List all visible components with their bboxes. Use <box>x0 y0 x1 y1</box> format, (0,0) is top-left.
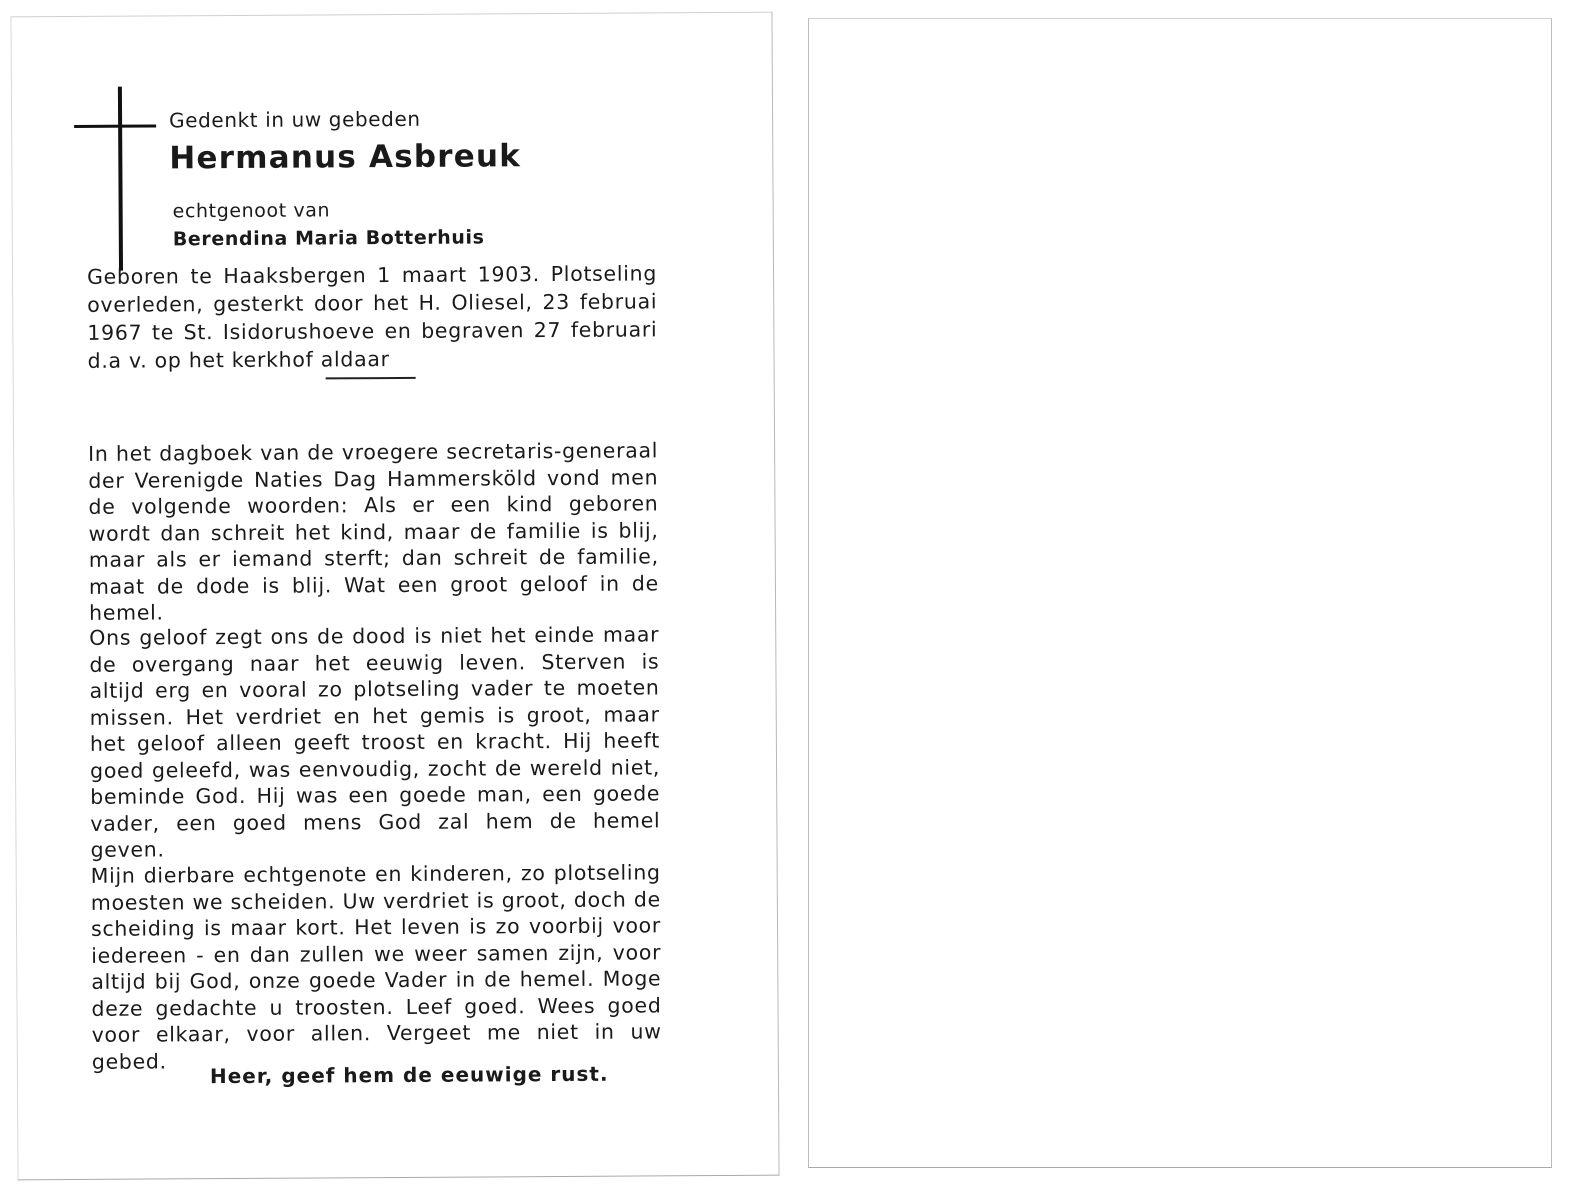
birth-death-text: Geboren te Haaksbergen 1 maart 1903. Plotseling overleden, gesterkt door het H. Oliesel, 23 februai 1967 te St. Isidorushoeve en begraven 27 februari d.a v. op het kerkhof aldaar <box>86 261 658 373</box>
intro-text: Gedenkt in uw gebeden <box>169 106 421 133</box>
cross-icon-bar <box>74 124 156 128</box>
deceased-name: Hermanus Asbreuk <box>169 138 522 177</box>
paragraph-1: In het dagboek van de vroegere secretaris-generaal der Verenigde Naties Dag Hammersköld vond men de volgende woorden: Als er een kind geboren wordt dan schreit het kind, maar de familie is blij, maar als er iemand sterft; dan schreit de familie, maat de dode is blij. Wat een groot geloof in de hemel. <box>88 438 659 625</box>
paragraph-2: Ons geloof zegt ons de dood is niet het einde maar de overgang naar het eeuwig leven. Sterven is altijd erg en vooral zo plotseling vader te moeten missen. Het verdriet en het gemis is groot, maar het geloof alleen geeft troost en kracht. Hij heeft goed geleefd, was eenvoudig, zocht de wereld niet, beminde God. Hij was een goede man, een goede vader, een goed mens God zal hem de hemel geven. <box>89 622 661 862</box>
spouse-label: echtgenoot van <box>172 199 331 223</box>
closing-prayer: Heer, geef hem de eeuwige rust. <box>209 1061 609 1089</box>
divider-line <box>326 377 416 380</box>
paragraph-3: Mijn dierbare echtgenote en kinderen, zo plotseling moesten we scheiden. Uw verdriet is groot, doch de scheiding is maar kort. Het leven is zo voorbij voor iedereen - en dan zullen we weer samen zijn, voor altijd bij God, onze goede Vader in de hemel. Moge deze gedachte u troosten. Leef goed. Wees goed voor elkaar, voor allen. Vergeet me niet in uw gebed. <box>90 860 662 1074</box>
spouse-name: Berendina Maria Botterhuis <box>172 226 485 251</box>
cross-icon <box>118 87 123 271</box>
memorial-card-front <box>10 12 779 1181</box>
memorial-card-back <box>808 18 1552 1168</box>
